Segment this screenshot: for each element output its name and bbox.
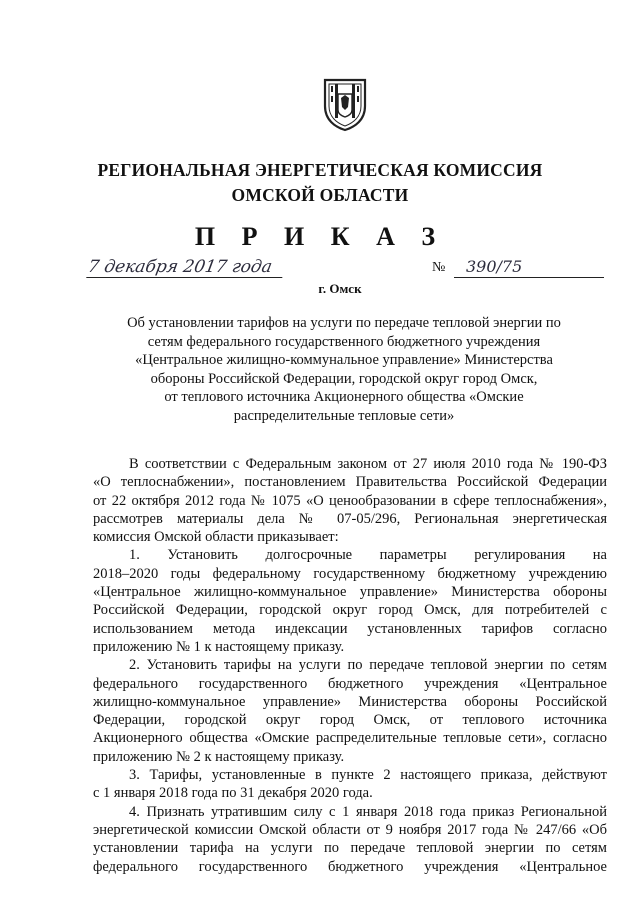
subject-line: от теплового источника Акционерного общества «Омские [164, 389, 524, 406]
document-type-title: П Р И К А З [194, 222, 446, 251]
order-body [93, 455, 607, 876]
body-text-line: 3. Тарифы, установленные в пункте 2 настоящего приказа, действуют [129, 767, 607, 784]
body-text-line: Акционерного общества «Омские распределительные тепловые сети», согласно [93, 730, 607, 747]
body-text-line: комиссия Омской области приказывает: [93, 529, 339, 546]
city-label: г. Омск [318, 281, 362, 296]
body-text-line: с 1 января 2018 года по 31 декабря 2020 года. [93, 785, 373, 802]
body-text-line: установлении тарифа на услуги по передаче тепловой энергии по сетям [93, 840, 607, 857]
body-text-line: приложению № 1 к настоящему приказу. [93, 638, 345, 655]
body-text-line: «О теплоснабжении», постановлением Правительства Российской Федерации [93, 474, 607, 491]
organization-name-line2: ОМСКОЙ ОБЛАСТИ [231, 185, 409, 205]
body-text-line: от 22 октября 2012 года № 1075 «О ценообразовании в сфере теплоснабжения», [93, 492, 607, 509]
handwritten-date: 7 декабря 2017 года [86, 258, 286, 278]
body-text-line: Российской Федерации, городской округ город Омск, для потребителей с [93, 602, 607, 619]
body-text-line: жилищно-коммунальное управление» Министерства обороны Российской [93, 693, 607, 710]
body-text-line: 2. Установить тарифы на услуги по передаче тепловой энергии по сетям [129, 657, 607, 674]
body-text-line: 1. Установить долгосрочные параметры регулирования на [129, 547, 607, 564]
body-text-line: 2018–2020 годы федеральному государственному бюджетному учреждению [93, 565, 607, 582]
body-text-line: «Центральное жилищно-коммунальное управление» Министерства обороны [93, 584, 607, 601]
body-text-line: использованием метода индексации установленных тарифов согласно [93, 620, 607, 637]
body-text-line: приложению № 2 к настоящему приказу. [93, 748, 345, 765]
body-text-line: 4. Признать утратившим силу с 1 января 2018 года приказ Региональной [129, 803, 607, 820]
body-text-line: федерального государственного бюджетного учреждения «Центральное [93, 858, 607, 875]
body-text-line: энергетической комиссии Омской области от 9 ноября 2017 года № 247/66 «Об [93, 821, 607, 838]
subject-line: Об установлении тарифов на услуги по передаче тепловой энергии по [127, 315, 561, 331]
body-text-line: В соответствии с Федеральным законом от 27 июля 2010 года № 190-ФЗ [129, 456, 607, 472]
organization-name-line1: РЕГИОНАЛЬНАЯ ЭНЕРГЕТИЧЕСКАЯ КОМИССИЯ [97, 160, 543, 180]
subject-line: сетям федерального государственного бюджетного учреждения [147, 333, 541, 350]
body-text-line: федерального государственного бюджетного учреждения «Центральное [93, 675, 607, 692]
subject-line: «Центральное жилищно-коммунальное управление» Министерства [135, 352, 553, 369]
body-text-line: Федерации, городской округ город Омск, от теплового источника [93, 712, 607, 729]
body-text-line: рассмотрев материалы дела № 07-05/296, Региональная энергетическая [93, 510, 607, 527]
coat-of-arms-icon [322, 76, 368, 132]
subject-line: обороны Российской Федерации, городской округ город Омск, [150, 370, 538, 387]
handwritten-order-number: 390/75 [454, 258, 604, 278]
order-subject [100, 314, 588, 426]
subject-line: распределительные тепловые сети» [233, 407, 455, 424]
number-sign: № [432, 260, 446, 275]
